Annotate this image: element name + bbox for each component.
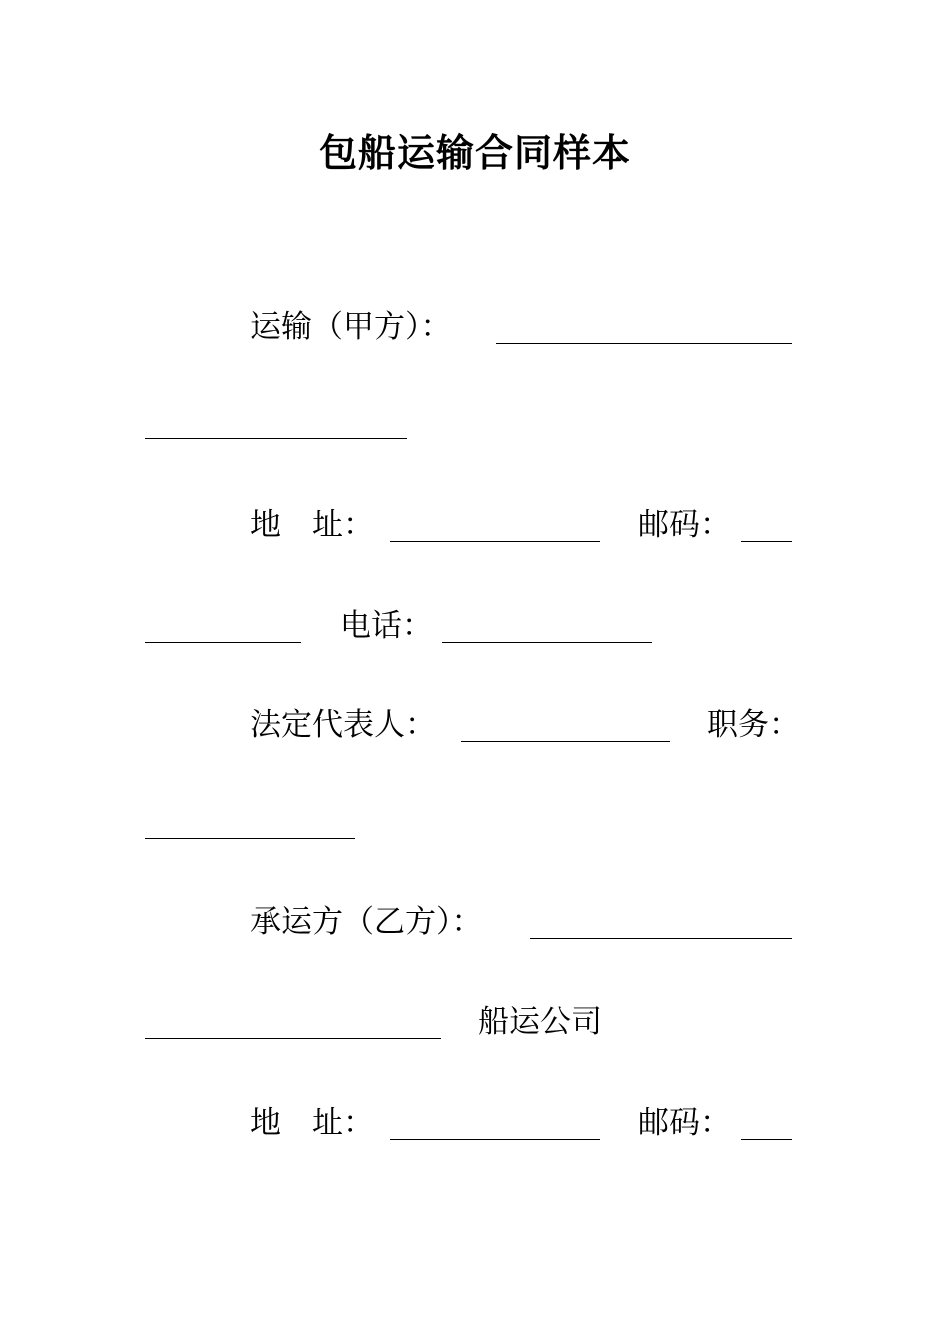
party-b-name-blank[interactable]: [530, 938, 792, 939]
party-a-line: [0, 305, 950, 349]
party-a-phone-blank[interactable]: [442, 642, 652, 643]
party-a-address-blank[interactable]: [390, 541, 600, 542]
party-a-phone-label: 电话：: [340, 608, 433, 644]
party-a-name-continuation: [0, 400, 950, 444]
party-a-postcode-label: 邮码：: [638, 507, 731, 543]
party-b-address-line: [0, 1101, 950, 1145]
party-b-postcode-label: 邮码：: [638, 1105, 731, 1141]
party-b-company-suffix: 船运公司: [478, 1004, 602, 1040]
party-b-postcode-blank[interactable]: [741, 1139, 792, 1140]
party-a-postcode-blank-continued[interactable]: [145, 642, 301, 643]
party-a-position-blank[interactable]: [145, 838, 355, 839]
party-a-legal-rep-line: [0, 703, 950, 747]
party-a-postcode-blank[interactable]: [741, 541, 792, 542]
party-b-name-blank-continued[interactable]: [145, 1038, 441, 1039]
party-a-legal-rep-blank[interactable]: [461, 741, 670, 742]
party-a-label: 运输（甲方）：: [250, 309, 452, 345]
party-b-address-blank[interactable]: [390, 1139, 600, 1140]
party-a-name-blank[interactable]: [496, 343, 792, 344]
party-a-address-label: 地 址：: [250, 507, 374, 543]
party-b-address-label: 地 址：: [250, 1105, 374, 1141]
document-title: 包船运输合同样本: [318, 130, 631, 175]
party-a-legal-rep-label: 法定代表人：: [250, 707, 436, 743]
party-a-position-label: 职务：: [707, 707, 800, 743]
party-a-phone-line: [0, 604, 950, 648]
party-a-name-blank-continued[interactable]: [145, 438, 407, 439]
party-b-company-line: [0, 1000, 950, 1044]
party-b-label: 承运方（乙方）：: [250, 904, 483, 940]
party-a-address-line: [0, 503, 950, 547]
party-b-line: [0, 900, 950, 944]
party-a-position-continuation: [0, 800, 950, 844]
